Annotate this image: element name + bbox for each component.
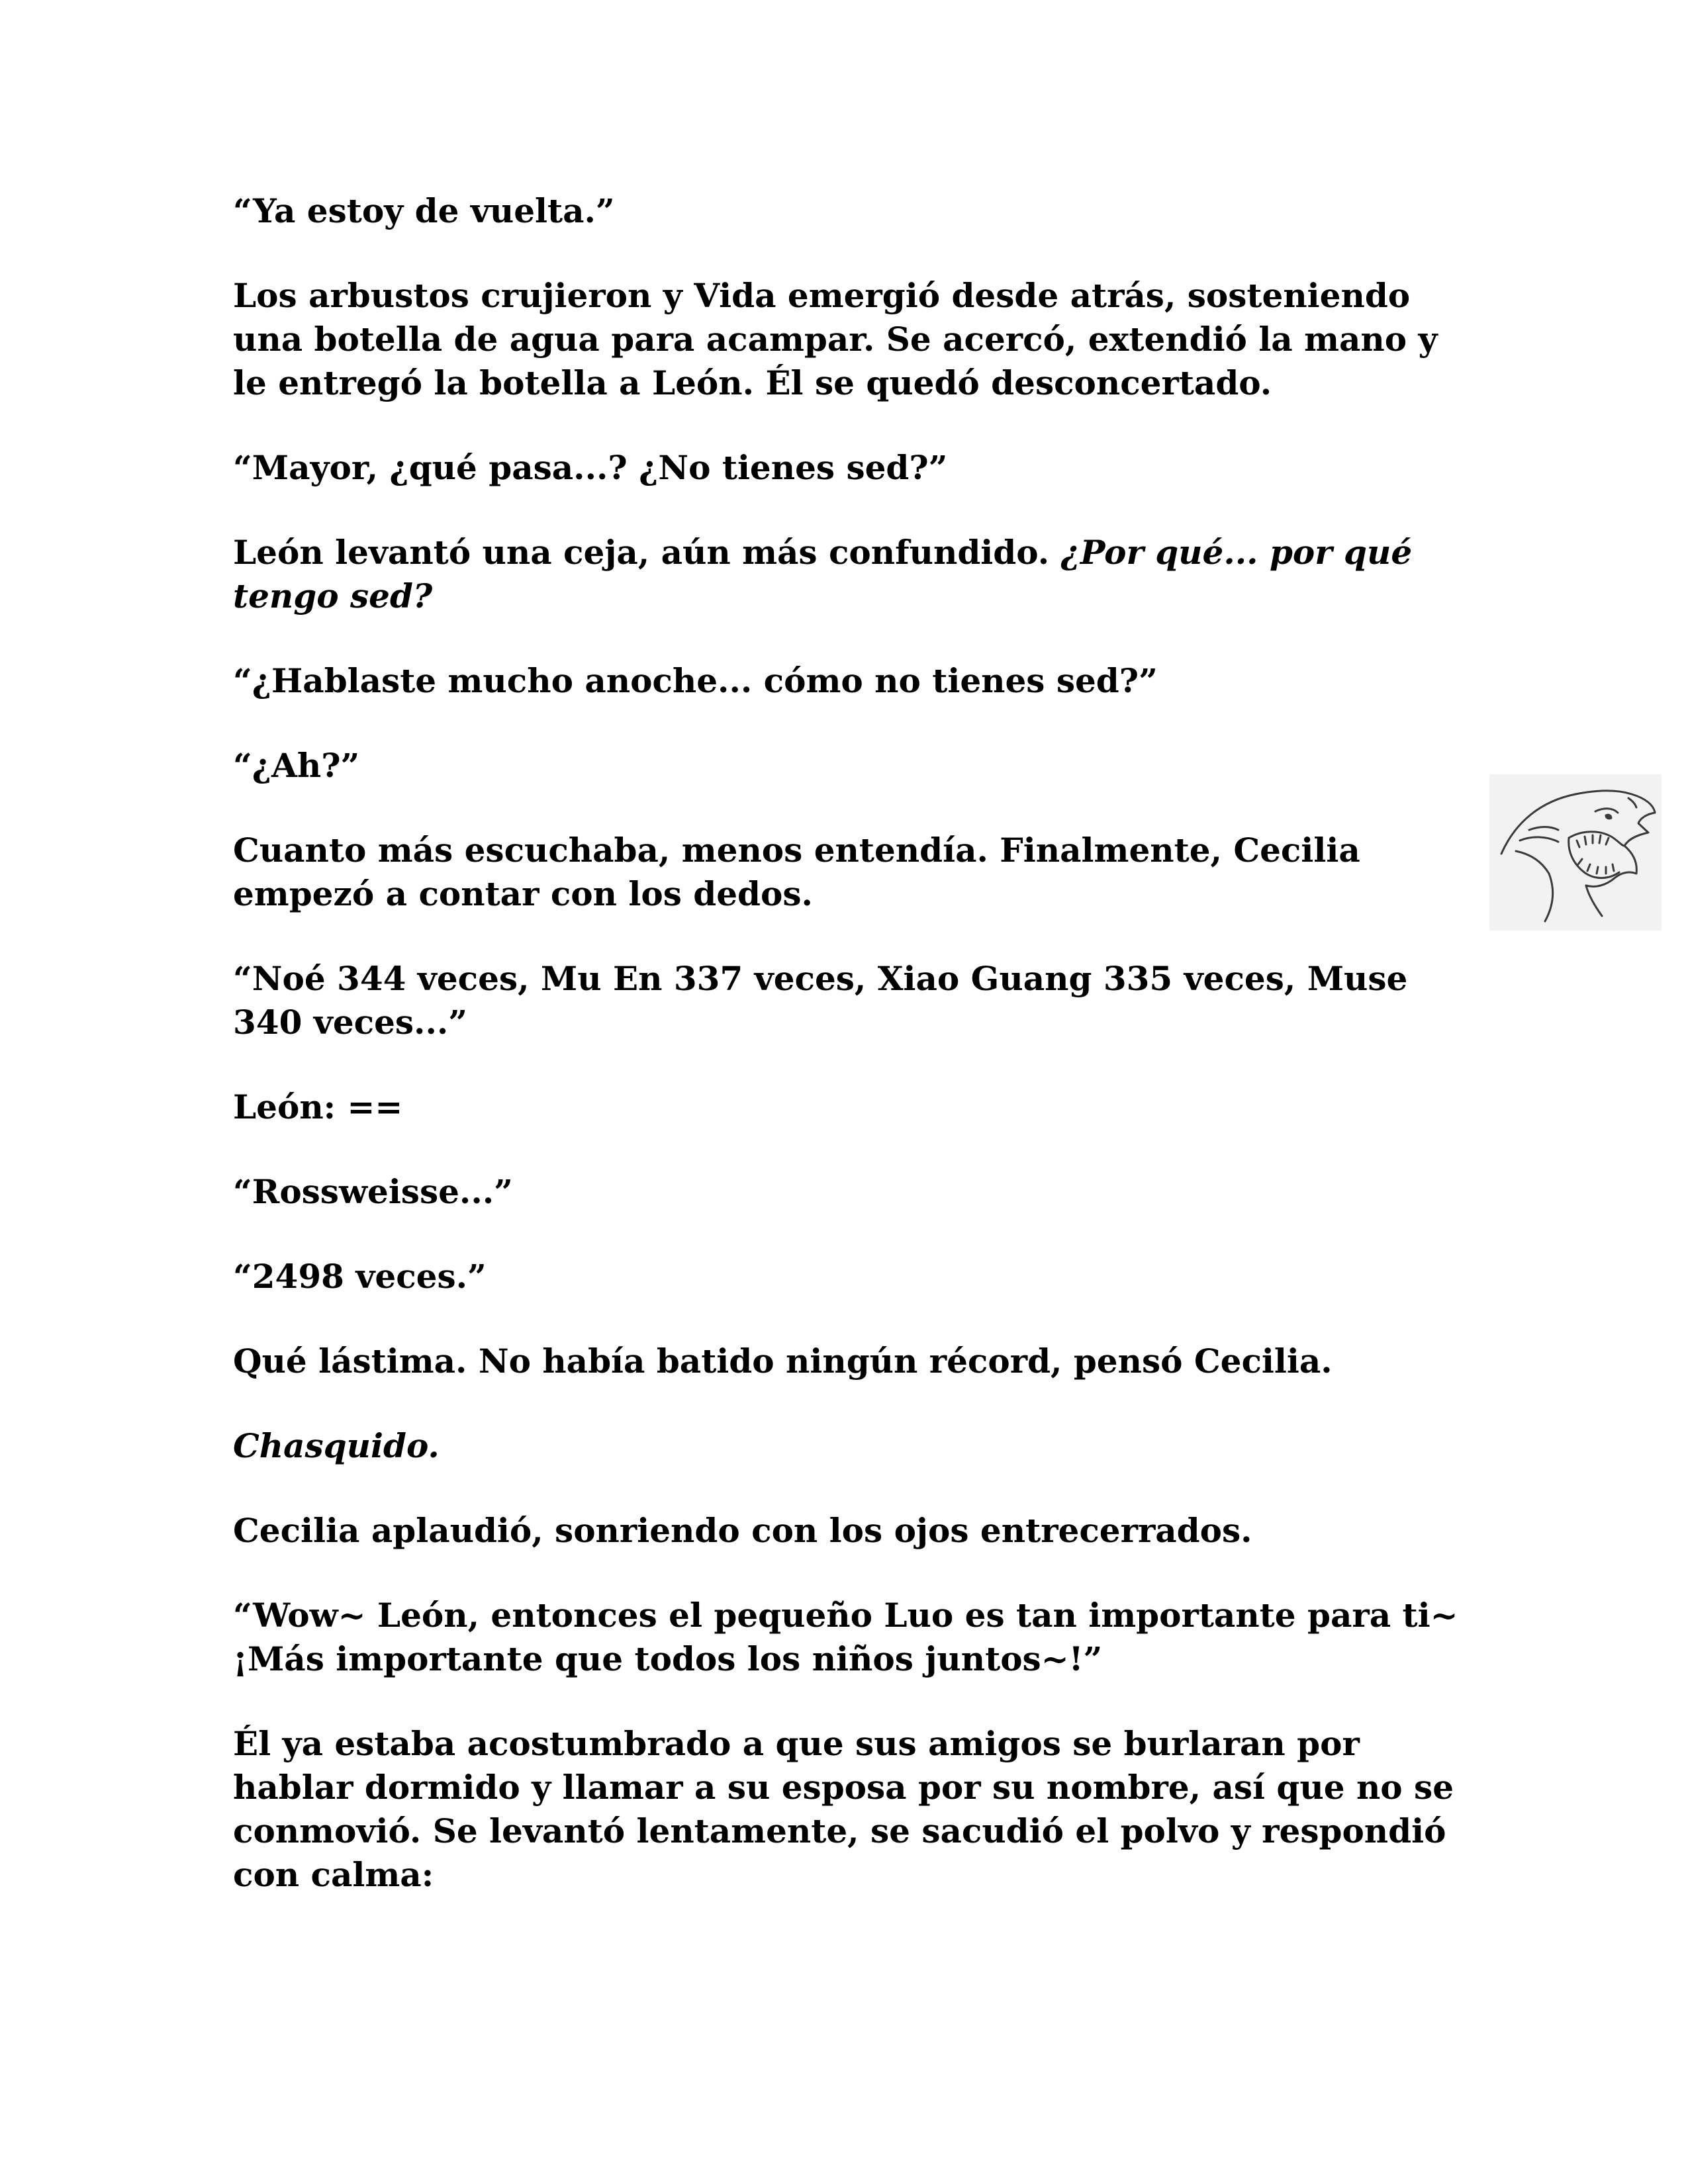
paragraph-text: “Wow~ León, entonces el pequeño Luo es tan importante para ti~ ¡Más importante que todos los niños juntos~!” xyxy=(233,1596,1458,1678)
paragraph xyxy=(233,1340,1464,1383)
paragraph-text: “Ya estoy de vuelta.” xyxy=(233,191,615,230)
paragraph xyxy=(233,957,1464,1044)
paragraph xyxy=(233,1509,1464,1553)
paragraph xyxy=(233,744,1464,788)
paragraph xyxy=(233,1085,1464,1129)
dinosaur-head-icon xyxy=(1489,774,1662,931)
paragraph xyxy=(233,189,1464,233)
paragraph-text: Cecilia aplaudió, sonriendo con los ojos entrecerrados. xyxy=(233,1511,1252,1550)
paragraph xyxy=(233,274,1464,405)
paragraph-text: “2498 veces.” xyxy=(233,1257,487,1296)
paragraph xyxy=(233,1722,1464,1897)
paragraph xyxy=(233,829,1464,916)
paragraph xyxy=(233,1170,1464,1214)
paragraph-italic-text: ¿Por qué... por qué tengo sed? xyxy=(233,533,1413,615)
paragraph-text: “¿Hablaste mucho anoche... cómo no tienes sed?” xyxy=(233,661,1158,700)
paragraph-text: Cuanto más escuchaba, menos entendía. Finalmente, Cecilia empezó a contar con los dedos. xyxy=(233,831,1360,913)
paragraph xyxy=(233,1424,1464,1468)
paragraph-text: Él ya estaba acostumbrado a que sus amigos se burlaran por hablar dormido y llamar a su esposa por su nombre, así que no se conmovió. Se levantó lentamente, se sacudió el polvo y respondió con calma: xyxy=(233,1724,1454,1894)
paragraph-text: León: == xyxy=(233,1087,403,1126)
paragraph xyxy=(233,1594,1464,1681)
paragraph xyxy=(233,659,1464,703)
paragraph xyxy=(233,446,1464,490)
paragraph-text: “¿Ah?” xyxy=(233,746,360,785)
paragraph xyxy=(233,1255,1464,1298)
paragraph xyxy=(233,531,1464,618)
text-column xyxy=(233,189,1464,1938)
paragraph-text: Los arbustos crujieron y Vida emergió desde atrás, sosteniendo una botella de agua para acampar. Se acercó, extendió la mano y le entregó la botella a León. Él se quedó desconcertado. xyxy=(233,276,1438,402)
paragraph-text: León levantó una ceja, aún más confundido. xyxy=(233,533,1061,572)
paragraph-text: “Mayor, ¿qué pasa...? ¿No tienes sed?” xyxy=(233,448,948,487)
paragraph-text: Qué lástima. No había batido ningún récord, pensó Cecilia. xyxy=(233,1342,1333,1381)
paragraph-text: “Noé 344 veces, Mu En 337 veces, Xiao Guang 335 veces, Muse 340 veces...” xyxy=(233,959,1408,1042)
paragraph-italic-text: Chasquido. xyxy=(233,1426,440,1465)
paragraph-text: “Rossweisse...” xyxy=(233,1172,513,1211)
